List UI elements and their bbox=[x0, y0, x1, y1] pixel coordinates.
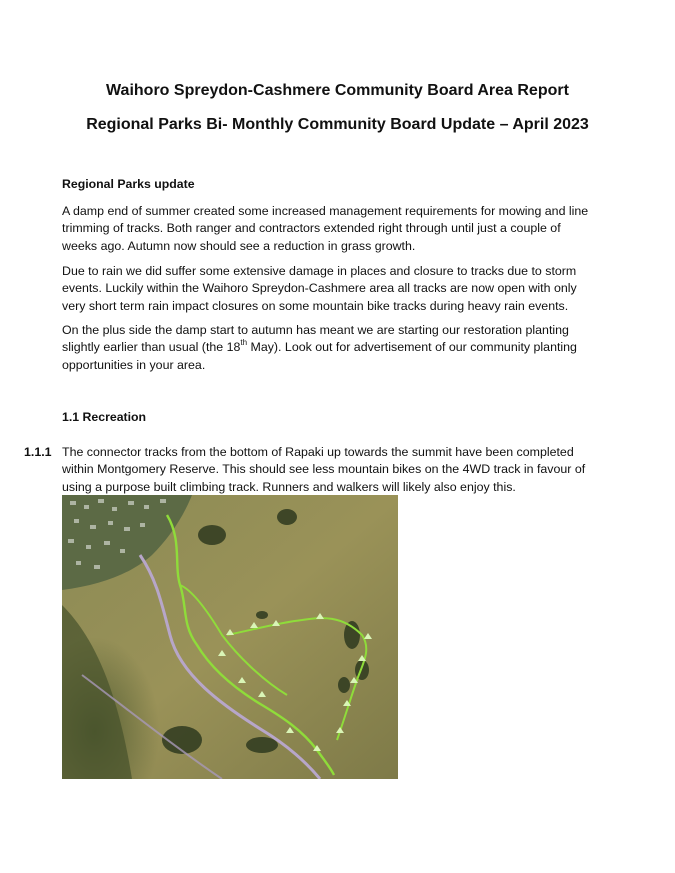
text-fragment: slightly earlier than usual (the 18 bbox=[62, 340, 241, 355]
paragraph-connector-tracks bbox=[62, 444, 602, 496]
text-line: weeks ago. Autumn now should see a reduction in grass growth. bbox=[62, 238, 416, 253]
text-line bbox=[62, 339, 602, 356]
ordinal-suffix: th bbox=[240, 338, 248, 348]
paragraph-restoration-planting bbox=[62, 322, 602, 374]
text-line: On the plus side the damp start to autumn has meant we are starting our restoration planting bbox=[62, 323, 569, 337]
text-line: events. Luckily within the Waihoro Spreydon-Cashmere area all tracks are now open with only bbox=[62, 281, 577, 296]
text-line: very short term rain impact closures on some mountain bike tracks during heavy rain events. bbox=[62, 298, 569, 313]
report-title: Waihoro Spreydon-Cashmere Community Board Area Report bbox=[106, 82, 569, 99]
section-heading-recreation: 1.1 Recreation bbox=[62, 410, 147, 424]
paragraph-summer-maintenance bbox=[62, 203, 602, 255]
section-heading-regional-parks: Regional Parks update bbox=[62, 177, 195, 191]
text-line: Due to rain we did suffer some extensive damage in places and closure to tracks due to storm bbox=[62, 264, 577, 278]
text-line: within Montgomery Reserve. This should see less mountain bikes on the 4WD track in favour of bbox=[62, 462, 586, 477]
item-number: 1.1.1 bbox=[24, 445, 52, 459]
text-line: A damp end of summer created some increased management requirements for mowing and line bbox=[62, 204, 589, 218]
text-line: using a purpose built climbing track. Runners and walkers will likely also enjoy this. bbox=[62, 479, 516, 494]
report-subtitle: Regional Parks Bi- Monthly Community Board Update – April 2023 bbox=[86, 116, 589, 133]
paragraph-storm-damage bbox=[62, 263, 602, 315]
aerial-map-image bbox=[62, 495, 398, 779]
text-line: opportunities in your area. bbox=[62, 357, 206, 372]
text-line: The connector tracks from the bottom of Rapaki up towards the summit have been completed bbox=[62, 445, 574, 459]
text-fragment: May). Look out for advertisement of our community planting bbox=[247, 340, 577, 355]
text-line: trimming of tracks. Both ranger and contractors extended right through until just a couple of bbox=[62, 221, 561, 236]
aerial-map-graphic bbox=[62, 495, 398, 779]
